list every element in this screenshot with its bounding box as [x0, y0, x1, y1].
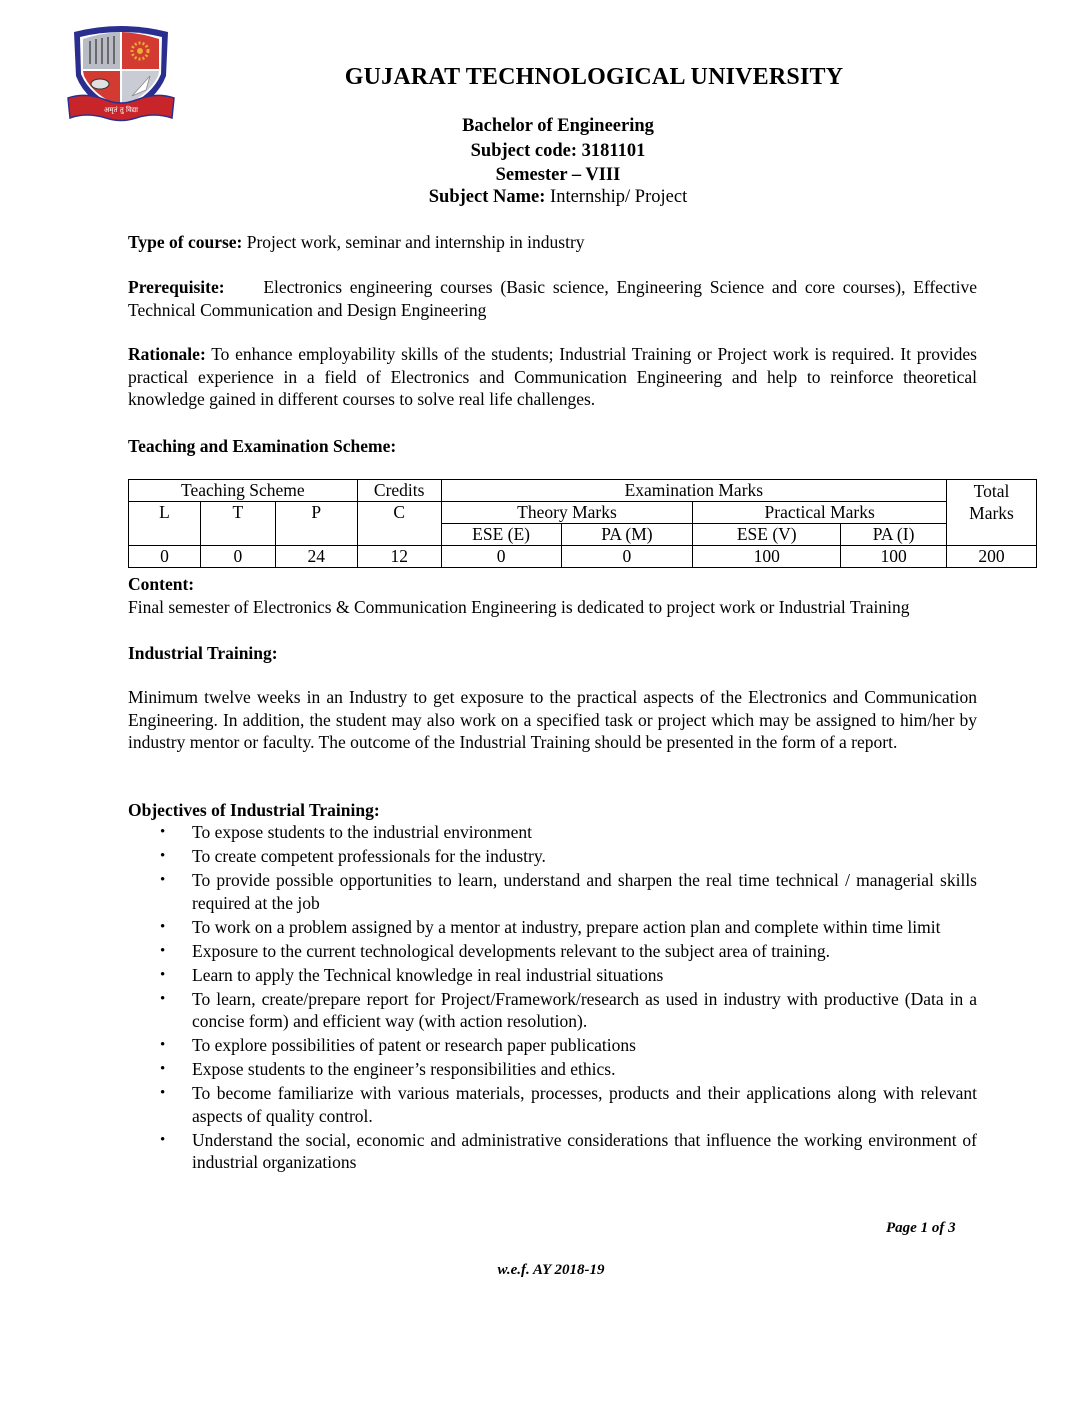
header-practical-marks: Practical Marks — [693, 502, 947, 524]
value-pa-m: 0 — [561, 546, 693, 568]
list-item — [128, 940, 977, 963]
header-ese-v: ESE (V) — [693, 524, 841, 546]
prerequisite — [128, 276, 982, 321]
header-L: L — [129, 502, 201, 546]
prerequisite-value: Electronics engineering courses (Basic science, Engineering Science and core courses), Effective Technical Communication and Design Engineering — [128, 277, 982, 320]
objective-text: Learn to apply the Technical knowledge in real industrial situations — [192, 964, 664, 985]
subject-name-value: Internship/ Project — [545, 187, 688, 207]
table-row — [129, 502, 1037, 524]
value-total: 200 — [947, 546, 1037, 568]
bullet-icon: • — [160, 942, 166, 959]
rationale-label: Rationale: — [128, 344, 206, 364]
rationale-value: To enhance employability skills of the students; Industrial Training or Project work is required. It provides practical experience in a field of Electronics and Communication Engineering and help to reinforce theoretical knowledge gained in different courses to solve real life challenges. — [128, 344, 977, 409]
industrial-training-text: Minimum twelve weeks in an Industry to get exposure to the practical aspects of the Electronics and Communication Engineering. In addition, the student may also work on a specified task or project which may be assigned to him/her by industry mentor or faculty. The outcome of the Industrial Training should be presented in the form of a report. — [128, 687, 977, 752]
list-item — [128, 821, 977, 844]
objectives-list — [128, 821, 977, 1175]
subject-name-label: Subject Name: — [428, 187, 546, 207]
total-label-line1: Total — [973, 481, 1010, 501]
value-L: 0 — [129, 546, 201, 568]
logo-motto: अमृतं तु विद्या — [104, 106, 138, 114]
objective-text: Exposure to the current technological developments relevant to the subject area of training. — [192, 940, 831, 961]
prerequisite-label: Prerequisite: — [128, 277, 225, 297]
value-P: 24 — [275, 546, 357, 568]
list-item — [128, 869, 977, 914]
type-of-course-label: Type of course: — [128, 232, 243, 252]
bullet-icon: • — [160, 1037, 166, 1053]
objectives-heading: Objectives of Industrial Training: — [128, 800, 380, 820]
semester: Semester – VIII — [495, 165, 621, 185]
content-text: Final semester of Electronics & Communication Engineering is dedicated to project work or Industrial Training — [128, 597, 910, 617]
type-of-course — [128, 231, 977, 254]
university-title: GUJARAT TECHNOLOGICAL UNIVERSITY — [344, 64, 844, 90]
bullet-icon: • — [160, 918, 166, 935]
value-pa-i: 100 — [841, 546, 947, 568]
header-P: P — [275, 502, 357, 546]
value-T: 0 — [200, 546, 275, 568]
list-item — [128, 1082, 977, 1127]
header-ese-e: ESE (E) — [441, 524, 561, 546]
bullet-icon: • — [160, 966, 166, 983]
page-number: Page 1 of 3 — [886, 1220, 956, 1236]
objective-text: To explore possibilities of patent or research paper publications — [192, 1035, 636, 1055]
list-item — [128, 988, 977, 1033]
bullet-icon: • — [160, 824, 166, 840]
total-label-line2: Marks — [969, 503, 1014, 523]
value-C: 12 — [357, 546, 441, 568]
header-pa-i: PA (I) — [841, 524, 947, 546]
industrial-training-heading: Industrial Training: — [128, 643, 278, 663]
bullet-icon: • — [160, 1061, 166, 1077]
list-item — [128, 1129, 977, 1174]
list-item — [128, 845, 977, 868]
bullet-icon: • — [160, 872, 166, 888]
rationale — [128, 343, 977, 411]
list-item — [128, 1058, 977, 1081]
objective-text: To create competent professionals for the industry. — [192, 846, 546, 866]
header-total-marks — [947, 480, 1037, 546]
objective-text: To work on a problem assigned by a mentor at industry, prepare action plan and complete within time limit — [192, 916, 941, 937]
value-ese-v: 100 — [693, 546, 841, 568]
objective-text: Expose students to the engineer’s responsibilities and ethics. — [192, 1059, 616, 1079]
header-teaching-scheme: Teaching Scheme — [129, 480, 358, 502]
table-row — [129, 480, 1037, 502]
header-C: C — [357, 502, 441, 546]
content-heading: Content: — [128, 574, 195, 594]
teaching-examination-scheme-table — [128, 479, 1037, 568]
subject-name — [0, 187, 1088, 208]
table-row — [129, 546, 1037, 568]
bullet-icon: • — [160, 1131, 166, 1148]
header-pa-m: PA (M) — [561, 524, 693, 546]
list-item — [128, 1034, 977, 1057]
objective-text: To expose students to the industrial environment — [192, 822, 532, 842]
bullet-icon: • — [160, 990, 166, 1007]
subject-code: Subject code: 3181101 — [470, 141, 646, 161]
list-item — [128, 916, 977, 939]
list-item — [128, 964, 977, 987]
header-credits: Credits — [357, 480, 441, 502]
objective-text: To learn, create/prepare report for Project/Framework/research as used in industry with productive (Data in a concise form) and efficient way (with action resolution). — [192, 988, 977, 1031]
scheme-heading: Teaching and Examination Scheme: — [128, 436, 397, 456]
objective-text: To provide possible opportunities to learn, understand and sharpen the real time technical / managerial skills required at the job — [192, 870, 977, 913]
type-of-course-value: Project work, seminar and internship in industry — [242, 232, 585, 252]
degree-title: Bachelor of Engineering — [462, 116, 654, 136]
header-examination-marks: Examination Marks — [441, 480, 946, 502]
header-T: T — [200, 502, 275, 546]
objective-text: Understand the social, economic and administrative considerations that influence the working environment of industrial organizations — [192, 1129, 977, 1172]
bullet-icon: • — [160, 848, 166, 864]
header-theory-marks: Theory Marks — [441, 502, 693, 524]
effective-year: w.e.f. AY 2018-19 — [497, 1262, 605, 1278]
value-ese-e: 0 — [441, 546, 561, 568]
objective-text: To become familiarize with various materials, processes, products and their applications along with relevant aspects of quality control. — [192, 1083, 977, 1126]
bullet-icon: • — [160, 1085, 166, 1101]
